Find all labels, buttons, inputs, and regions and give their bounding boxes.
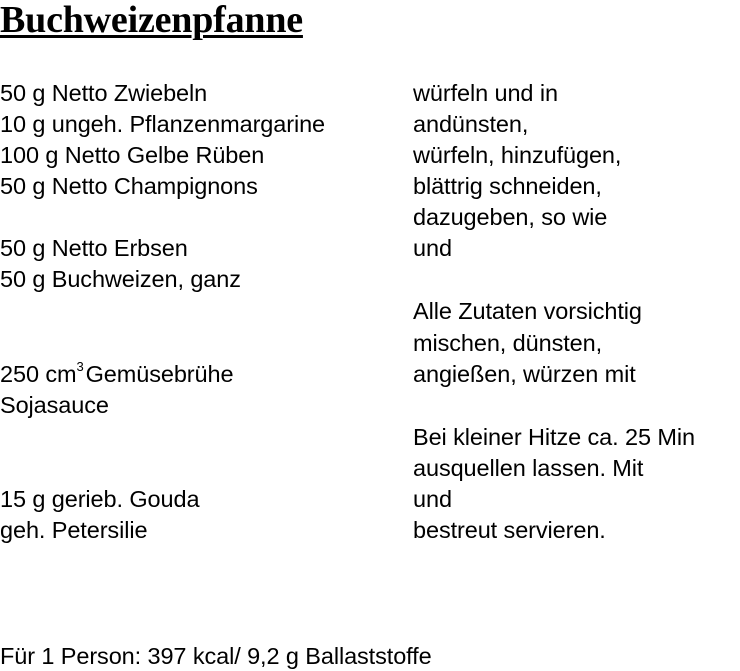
instruction-line: Bei kleiner Hitze ca. 25 Min <box>413 424 695 450</box>
ingredient-gouda: 15 g gerieb. Gouda <box>0 486 200 512</box>
ingredient-rueben: 100 g Netto Gelbe Rüben <box>0 142 265 168</box>
instruction-line: angießen, würzen mit <box>413 361 636 387</box>
bruehe-name: Gemüsebrühe <box>85 361 234 387</box>
instruction-line: ausquellen lassen. Mit <box>413 455 644 481</box>
ingredient-zwiebeln: 50 g Netto Zwiebeln <box>0 80 208 106</box>
instruction-line: würfeln, hinzufügen, <box>413 142 622 168</box>
instruction-line: andünsten, <box>413 111 529 137</box>
instruction-line: Alle Zutaten vorsichtig <box>413 298 642 324</box>
bruehe-amount: 250 cm <box>0 361 77 387</box>
ingredient-sojasauce: Sojasauce <box>0 392 109 418</box>
ingredient-erbsen: 50 g Netto Erbsen <box>0 235 188 261</box>
ingredient-petersilie: geh. Petersilie <box>0 517 148 543</box>
recipe-title: Buchweizenpfanne <box>0 0 303 41</box>
instruction-line: bestreut servieren. <box>413 517 606 543</box>
nutrition-info: Für 1 Person: 397 kcal/ 9,2 g Ballaststoffe <box>0 643 432 669</box>
instruction-line: und <box>413 235 452 261</box>
instruction-line: dazugeben, so wie <box>413 204 608 230</box>
ingredient-champignons: 50 g Netto Champignons <box>0 173 258 199</box>
ingredient-gemuesebruehe <box>0 360 233 388</box>
ingredient-margarine: 10 g ungeh. Pflanzenmargarine <box>0 111 326 137</box>
bruehe-unit-exponent: 3 <box>76 359 84 374</box>
instruction-line: blättrig schneiden, <box>413 173 602 199</box>
instruction-line: mischen, dünsten, <box>413 330 603 356</box>
instruction-line: würfeln und in <box>413 80 558 106</box>
instruction-line: und <box>413 486 452 512</box>
ingredient-buchweizen: 50 g Buchweizen, ganz <box>0 266 241 292</box>
